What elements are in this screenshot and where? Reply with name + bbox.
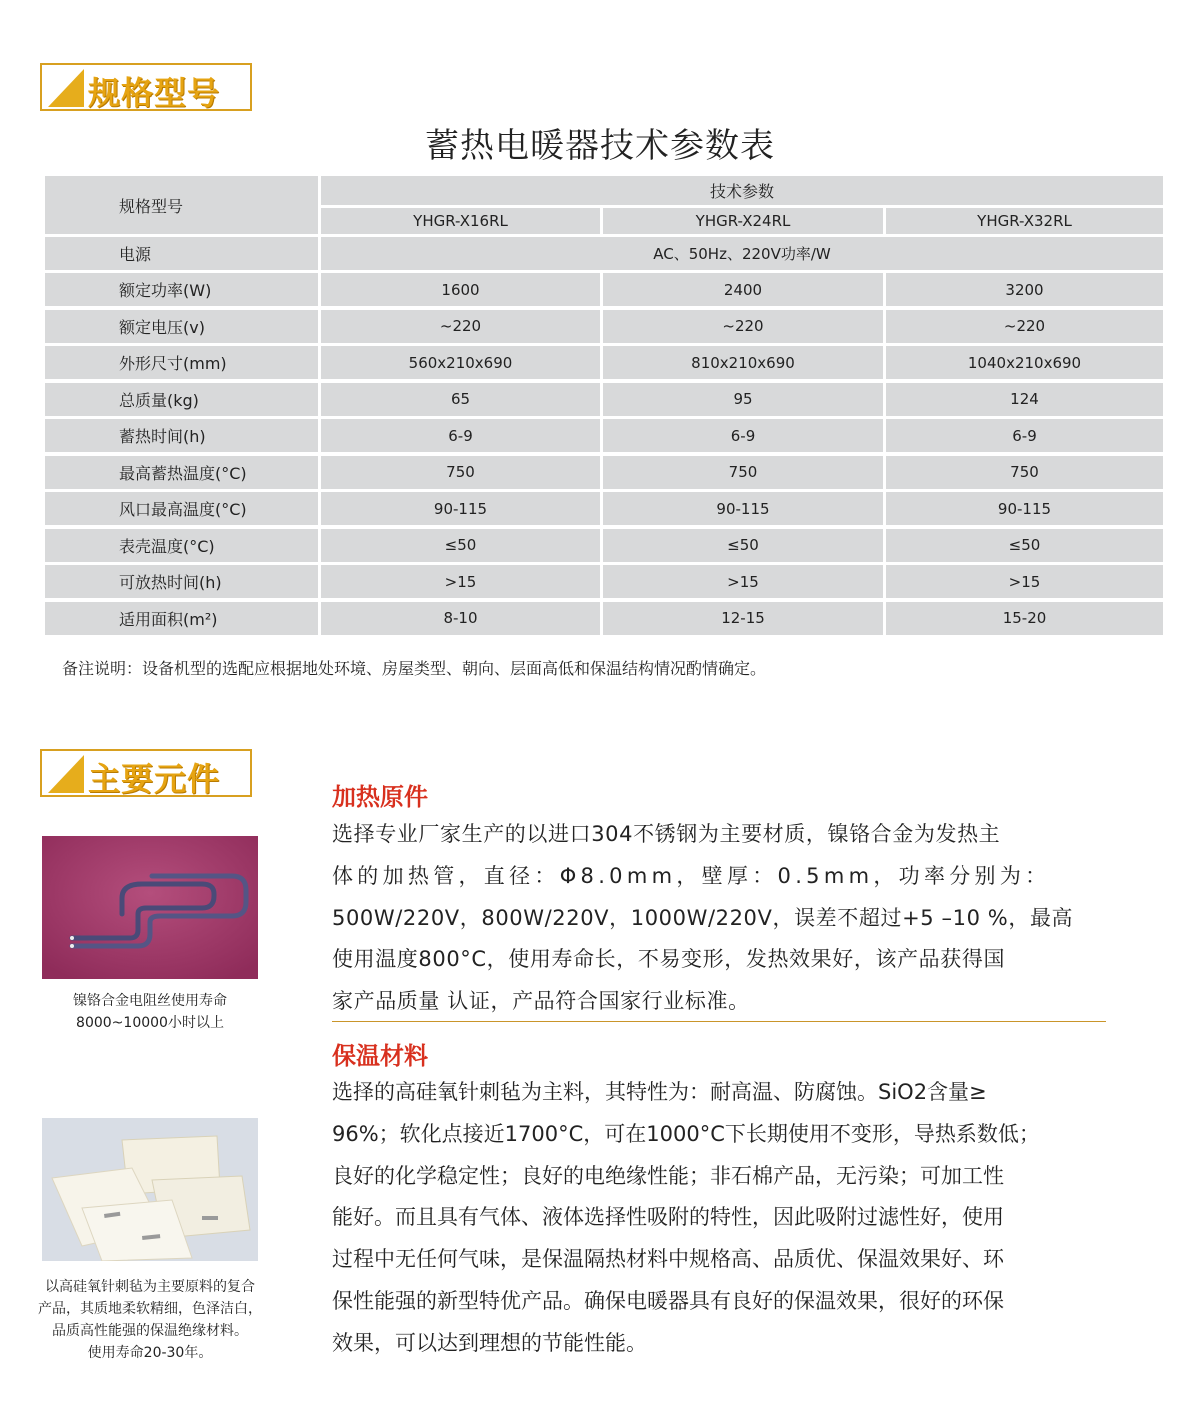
table-row [45, 383, 1163, 416]
row-value: 750 [886, 456, 1163, 489]
row-value: ≤50 [603, 529, 883, 562]
row-label: 蓄热时间(h) [45, 419, 318, 452]
insulation-title: 保温材料 [332, 1042, 428, 1070]
table-row [45, 273, 1163, 306]
row-value: 95 [603, 383, 883, 416]
row-label: 外形尺寸(mm) [45, 346, 318, 379]
row-label: 表壳温度(°C) [45, 529, 318, 562]
row-value: ≤50 [886, 529, 1163, 562]
table-row [45, 419, 1163, 452]
paragraph-line: 能好。而且具有气体、液体选择性吸附的特性，因此吸附过滤性好，使用 [332, 1205, 1004, 1230]
row-value: 90-115 [886, 492, 1163, 525]
row-value: 810x210x690 [603, 346, 883, 379]
row-value: 3200 [886, 273, 1163, 306]
row-value: 8-10 [321, 602, 600, 635]
row-value: 750 [603, 456, 883, 489]
table-note: 备注说明：设备机型的选配应根据地处环境、房屋类型、朝向、层面高低和保温结构情况酌情确定。 [62, 659, 767, 678]
row-value: 2400 [603, 273, 883, 306]
paragraph-line: 使用温度800°C，使用寿命长，不易变形，发热效果好，该产品获得国 [332, 947, 1006, 972]
caption-line: 品质高性能强的保温绝缘材料。 [52, 1323, 248, 1339]
caption-line: 以高硅氧针刺毡为主要原料的复合 [45, 1279, 255, 1295]
caption-line: 镍铬合金电阻丝使用寿命 [73, 993, 227, 1009]
badge-triangle-icon [48, 755, 84, 793]
paragraph-line: 选择的高硅氧针刺毡为主料，其特性为：耐高温、防腐蚀。SiO2含量≥ [332, 1080, 987, 1104]
badge-triangle-icon [48, 69, 84, 107]
heating-title: 加热原件 [332, 783, 428, 811]
row-value: 1040x210x690 [886, 346, 1163, 379]
power-value: AC、50Hz、220V功率/W [321, 237, 1163, 270]
row-value: >15 [886, 565, 1163, 598]
row-value: 6-9 [603, 419, 883, 452]
paragraph-line: 保性能强的新型特优产品。确保电暖器具有良好的保温效果，很好的环保 [332, 1288, 1004, 1313]
row-label: 总质量(kg) [45, 383, 318, 416]
paragraph-line: 家产品质量 认证，产品符合国家行业标准。 [332, 989, 750, 1014]
row-label: 风口最高温度(°C) [45, 492, 318, 525]
section-divider [332, 1021, 1106, 1022]
table-row [45, 346, 1163, 379]
table-row [45, 565, 1163, 598]
table-row [45, 602, 1163, 635]
paragraph-line: 体的加热管，直径：Φ8.0mm，壁厚：0.5mm，功率分别为： [332, 863, 1051, 888]
heating-paragraph [332, 814, 1122, 1023]
row-value: >15 [603, 565, 883, 598]
row-value: 6-9 [321, 419, 600, 452]
row-value: 6-9 [886, 419, 1163, 452]
insulation-paragraph [332, 1072, 1122, 1365]
table-row-power [45, 237, 1163, 270]
heating-element-photo [42, 836, 258, 979]
section-badge-spec [40, 63, 252, 111]
header-group-label: 技术参数 [321, 176, 1163, 205]
row-label: 最高蓄热温度(°C) [45, 456, 318, 489]
row-value: >15 [321, 565, 600, 598]
section-badge-label: 主要元件 [88, 760, 221, 798]
caption-line: 使用寿命20-30年。 [87, 1345, 213, 1361]
paragraph-line: 过程中无任何气味，是保温隔热材料中规格高、品质优、保温效果好、环 [332, 1247, 1004, 1272]
row-value: ~220 [603, 310, 883, 343]
row-value: 1600 [321, 273, 600, 306]
row-value: 15-20 [886, 602, 1163, 635]
paragraph-line: 选择专业厂家生产的以进口304不锈钢为主要材质，镍铬合金为发热主 [332, 822, 1001, 846]
paragraph-line: 96%；软化点接近1700°C，可在1000°C下长期使用不变形，导热系数低； [332, 1121, 1040, 1146]
row-value: 65 [321, 383, 600, 416]
insulation-felt-caption [0, 1276, 300, 1364]
table-row [45, 456, 1163, 489]
row-value: ≤50 [321, 529, 600, 562]
table-row [45, 310, 1163, 343]
row-label: 额定功率(W) [45, 273, 318, 306]
row-value: 750 [321, 456, 600, 489]
paragraph-line: 500W/220V，800W/220V，1000W/220V，误差不超过+5 –10 %，最高 [332, 905, 1074, 930]
row-value: 90-115 [321, 492, 600, 525]
row-value: ~220 [321, 310, 600, 343]
section-badge-label: 规格型号 [88, 74, 221, 112]
model-1: YHGR-X16RL [321, 208, 600, 234]
table-header-row [45, 176, 1163, 234]
row-value: 560x210x690 [321, 346, 600, 379]
table-row [45, 529, 1163, 562]
paragraph-line: 良好的化学稳定性；良好的电绝缘性能；非石棉产品，无污染；可加工性 [332, 1163, 1004, 1188]
row-value: 124 [886, 383, 1163, 416]
row-label: 可放热时间(h) [45, 565, 318, 598]
insulation-felt-photo [42, 1118, 258, 1261]
row-value: 90-115 [603, 492, 883, 525]
section-badge-parts [40, 749, 252, 797]
row-label: 额定电压(v) [45, 310, 318, 343]
model-3: YHGR-X32RL [886, 208, 1163, 234]
table-row [45, 492, 1163, 525]
header-spec-label: 规格型号 [45, 176, 318, 234]
model-2: YHGR-X24RL [603, 208, 883, 234]
paragraph-line: 效果，可以达到理想的节能性能。 [332, 1330, 647, 1355]
caption-line: 产品，其质地柔软精细，色泽洁白， [38, 1301, 262, 1317]
row-label: 适用面积(m²) [45, 602, 318, 635]
row-value: 12-15 [603, 602, 883, 635]
row-label: 电源 [45, 237, 318, 270]
row-value: ~220 [886, 310, 1163, 343]
heating-element-caption [0, 990, 300, 1034]
table-title: 蓄热电暖器技术参数表 [425, 126, 775, 166]
caption-line: 8000~10000小时以上 [76, 1015, 224, 1031]
